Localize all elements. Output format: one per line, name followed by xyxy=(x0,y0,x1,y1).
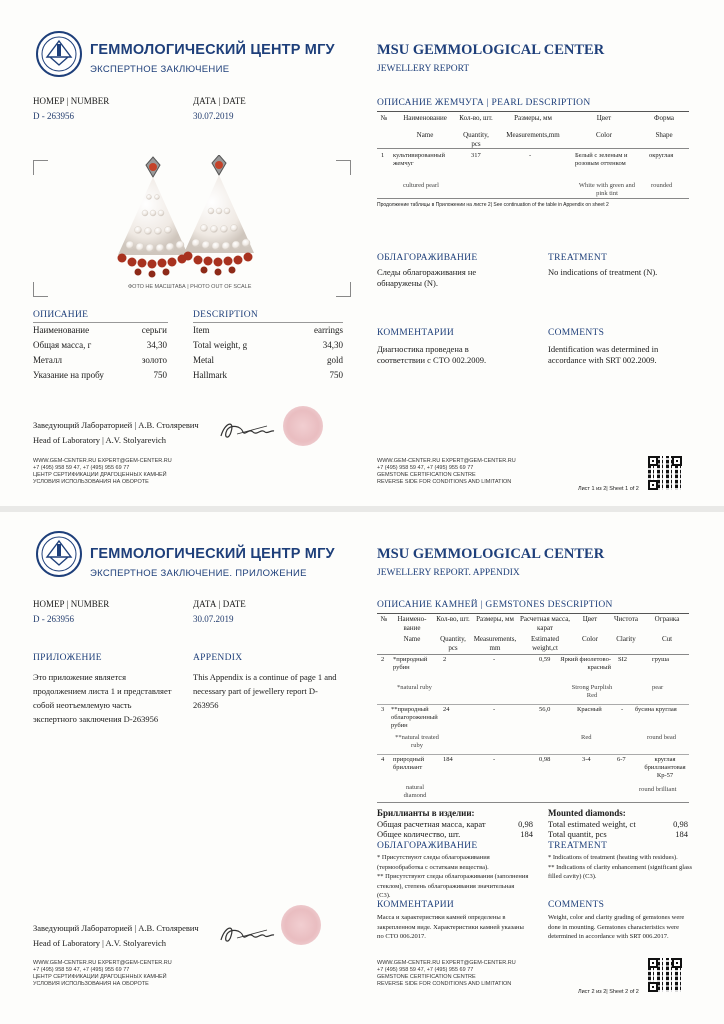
desc-row: Общая масса, г 34,30 xyxy=(33,340,167,350)
number-value: D - 263956 xyxy=(33,614,74,624)
signature-icon xyxy=(217,922,277,948)
treatment-ru-title: ОБЛАГОРАЖИВАНИЕ xyxy=(377,253,478,263)
ru-lab-title: ГЕММОЛОГИЧЕСКИЙ ЦЕНТР МГУ xyxy=(90,546,335,562)
gem-table-row: 2 *природный рубин 2 - 0,59 Яркий фиолетово-красный SI2 груша *natural ruby Strong Purplish Red pear xyxy=(381,656,669,699)
appendix-ru-title: ПРИЛОЖЕНИЕ xyxy=(33,653,102,663)
report-sheet-1 xyxy=(0,0,724,506)
desc-row: Item earrings xyxy=(193,325,343,335)
footer-right: WWW.GEM-CENTER.RU EXPERT@GEM-CENTER.RU +7 (495) 958 59 47, +7 (495) 955 69 77 GEMSTONE CERTIFICATION CENTRE REVERSE SIDE FOR CONDITIONS AND LIMITATION xyxy=(377,458,516,485)
description-ru-list xyxy=(33,325,167,385)
comments-ru-text: Масса и характеристики камней определены в закрепленном виде. Характеристики камней указаны по СТО 006.2017. xyxy=(377,914,524,940)
comments-en-title: COMMENTS xyxy=(548,328,605,338)
treatment-en-text: No indications of treatment (N). xyxy=(548,267,658,277)
date-label: ДАТА | DATE xyxy=(193,96,246,106)
comments-en-text: Identification was determined in accordance with SRT 002.2009. xyxy=(548,344,659,365)
ru-report-subtitle: ЭКСПЕРТНОЕ ЗАКЛЮЧЕНИЕ xyxy=(90,64,230,75)
gem-table-header: № Наимено-вание Name Кол-во, шт. Quantity, pcs Размеры, мм Measurements, mm Расчетная масса, карат Estimated weight,ct Цвет Color Чистота Clarity Огранка Cut xyxy=(380,615,680,652)
report-sheet-2 xyxy=(0,512,724,1024)
diamond-summary-row: Total estimated weight, ct 0,98 xyxy=(548,819,688,829)
footer-left: WWW.GEM-CENTER.RU EXPERT@GEM-CENTER.RU +7 (495) 958 59 47, +7 (495) 955 69 77 ЦЕНТР СЕРТИФИКАЦИИ ДРАГОЦЕННЫХ КАМНЕЙ УСЛОВИЯ ИСПОЛЬЗОВАНИЯ НА ОБОРОТЕ xyxy=(33,458,172,485)
head-of-lab-ru: Заведующий Лабораторией | А.В. Столяревич xyxy=(33,420,199,430)
head-of-lab-en: Head of Laboratory | A.V. Stolyarevich xyxy=(33,938,167,948)
mounted-diamonds-ru-title: Бриллианты в изделии: xyxy=(377,808,475,818)
footer-left: WWW.GEM-CENTER.RU EXPERT@GEM-CENTER.RU +7 (495) 958 59 47, +7 (495) 955 69 77 ЦЕНТР СЕРТИФИКАЦИИ ДРАГОЦЕННЫХ КАМНЕЙ УСЛОВИЯ ИСПОЛЬЗОВАНИЯ НА ОБОРОТЕ xyxy=(33,960,172,987)
en-report-subtitle: JEWELLERY REPORT. APPENDIX xyxy=(377,568,520,578)
photo-frame-corner xyxy=(33,282,48,297)
number-label: НОМЕР | NUMBER xyxy=(33,96,110,106)
treatment-ru-title: ОБЛАГОРАЖИВАНИЕ xyxy=(377,841,478,851)
qr-code-icon xyxy=(648,958,682,992)
seal-stamp-icon xyxy=(283,406,323,446)
description-en-title: DESCRIPTION xyxy=(193,310,259,320)
gem-table-row: 4 природный бриллиант 184 - 0,98 3-4 6-7 круглая бриллиантовая Кр-57 natural diamond round brilliant xyxy=(381,756,686,799)
footer-right: WWW.GEM-CENTER.RU EXPERT@GEM-CENTER.RU +7 (495) 958 59 47, +7 (495) 955 69 77 GEMSTONE CERTIFICATION CENTRE REVERSE SIDE FOR CONDITIONS AND LIMITATION xyxy=(377,960,516,987)
desc-row: Total weight, g 34,30 xyxy=(193,340,343,350)
ru-report-subtitle: ЭКСПЕРТНОЕ ЗАКЛЮЧЕНИЕ. ПРИЛОЖЕНИЕ xyxy=(90,568,307,579)
photo-frame-corner xyxy=(33,160,48,175)
signature-icon xyxy=(217,418,277,444)
comments-en-text: Weight, color and clarity grading of gemstones were done in mounting. Gemstones characteristics were determined in accordance with SRT 006.2017. xyxy=(548,914,685,940)
pearl-table-row: 1 культивированный жемчуг 317 - Белый с зеленым и розовым оттенком округлая cultured pearl White with green and pink tint rounded xyxy=(381,152,674,197)
date-value: 30.07.2019 xyxy=(193,614,234,624)
appendix-ru-text: Это приложение является продолжением листа 1 и представляет собой неотъемлемую часть экспертного заключения D-263956 xyxy=(33,672,172,724)
desc-row: Наименование серьги xyxy=(33,325,167,335)
comments-ru-title: КОММЕНТАРИИ xyxy=(377,900,455,910)
comments-ru-title: КОММЕНТАРИИ xyxy=(377,328,455,338)
gem-table-title: ОПИСАНИЕ КАМНЕЙ | GEMSTONES DESCRIPTION xyxy=(377,600,613,610)
number-value: D - 263956 xyxy=(33,111,74,121)
appendix-en-title: APPENDIX xyxy=(193,653,243,663)
seal-stamp-icon xyxy=(281,905,321,945)
treatment-en-title: TREATMENT xyxy=(548,841,608,851)
pearl-table-note: Продолжение таблицы в Приложении на листе 2| See continuation of the table in Appendix on sheet 2 xyxy=(377,202,609,208)
photo-frame-corner xyxy=(336,282,351,297)
desc-row: Hallmark 750 xyxy=(193,370,343,380)
desc-row: Metal gold xyxy=(193,355,343,365)
date-value: 30.07.2019 xyxy=(193,111,234,121)
description-en-list xyxy=(193,325,343,385)
gem-table-row: 3 **природный облагороженный рубин 24 - 56,0 Красный - бусина круглая **natural treated ruby Red round bead xyxy=(381,706,677,749)
sheet-number: Лист 2 из 2| Sheet 2 of 2 xyxy=(578,989,639,995)
diamond-summary-row: Общая расчетная масса, карат 0,98 xyxy=(377,819,533,829)
en-report-subtitle: JEWELLERY REPORT xyxy=(377,64,470,74)
comments-ru-text: Диагностика проведена в соответствии с СТО 002.2009. xyxy=(377,344,487,365)
treatment-ru-text: Следы облагораживания не обнаружены (N). xyxy=(377,267,477,288)
msu-logo-icon xyxy=(36,31,82,77)
pearl-table-title: ОПИСАНИЕ ЖЕМЧУГА | PEARL DESCRIPTION xyxy=(377,98,591,108)
mounted-diamonds-ru-list xyxy=(377,819,533,839)
mounted-diamonds-en-title: Mounted diamonds: xyxy=(548,808,626,818)
description-ru-title: ОПИСАНИЕ xyxy=(33,310,89,320)
ru-lab-title: ГЕММОЛОГИЧЕСКИЙ ЦЕНТР МГУ xyxy=(90,42,335,58)
msu-logo-icon xyxy=(36,531,82,577)
diamond-summary-row: Общее количество, шт. 184 xyxy=(377,829,533,839)
pearl-table-header: № Наименование Name Кол-во, шт. Quantity, pcs Размеры, мм Measurements,mm Цвет Color Форма Shape xyxy=(380,114,674,148)
desc-row: Указание на пробу 750 xyxy=(33,370,167,380)
en-lab-title: MSU GEMMOLOGICAL CENTER xyxy=(377,546,605,562)
sheet-number: Лист 1 из 2| Sheet 1 of 2 xyxy=(578,486,639,492)
head-of-lab-ru: Заведующий Лабораторией | А.В. Столяревич xyxy=(33,923,199,933)
mounted-diamonds-en-list xyxy=(548,819,688,839)
diamond-summary-row: Total quantit, pcs 184 xyxy=(548,829,688,839)
number-label: НОМЕР | NUMBER xyxy=(33,599,110,609)
head-of-lab-en: Head of Laboratory | A.V. Stolyarevich xyxy=(33,435,167,445)
earrings-photo xyxy=(110,155,260,280)
desc-row: Металл золото xyxy=(33,355,167,365)
treatment-ru-text: * Присутствуют следы облагораживания (термообработка с остатками вещества). ** Присутствуют следы облагораживания (заполнения стеклом), степень облагораживания значительная (С3). xyxy=(377,854,529,899)
treatment-en-title: TREATMENT xyxy=(548,253,608,263)
photo-caption: ФОТО НЕ МАСШТАБА | PHOTO OUT OF SCALE xyxy=(128,284,252,290)
appendix-en-text: This Appendix is a continue of page 1 and necessary part of jewellery report D-263956 xyxy=(193,672,337,710)
treatment-en-text: * Indications of treatment (heating with residues). ** Indications of clarity enhancement (significant glass filled cavity) (C3). xyxy=(548,854,693,880)
photo-frame-corner xyxy=(336,160,351,175)
en-lab-title: MSU GEMMOLOGICAL CENTER xyxy=(377,42,605,58)
comments-en-title: COMMENTS xyxy=(548,900,605,910)
qr-code-icon xyxy=(648,456,682,490)
date-label: ДАТА | DATE xyxy=(193,599,246,609)
